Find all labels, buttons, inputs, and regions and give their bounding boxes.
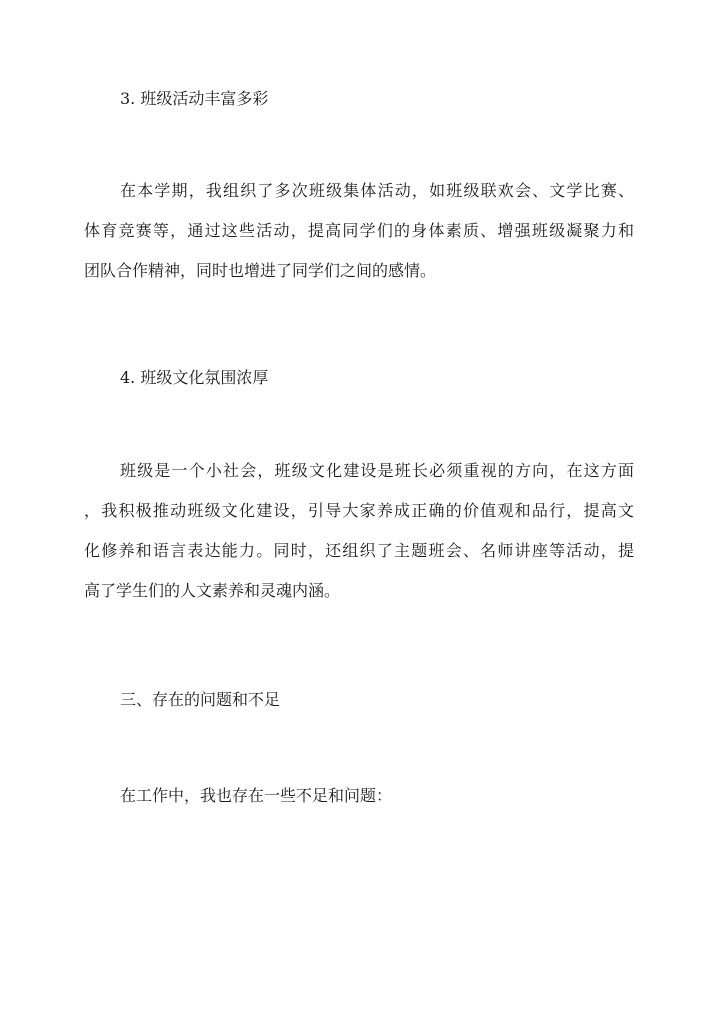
section-heading-problems: 三、存在的问题和不足 (120, 690, 281, 709)
paragraph-line: 在工作中，我也存在一些不足和问题： (120, 786, 393, 805)
paragraph-line: 班级是一个小社会，班级文化建设是班长必须重视的方向，在这方面 (120, 461, 634, 480)
paragraph-line: ，我积极推动班级文化建设，引导大家养成正确的价值观和品行，提高文 (84, 501, 634, 520)
paragraph-line: 体育竞赛等，通过这些活动，提高同学们的身体素质、增强班级凝聚力和 (84, 221, 634, 240)
section-heading-class-culture: 4. 班级文化氛围浓厚 (120, 368, 269, 387)
paragraph-class-culture (84, 461, 634, 621)
paragraph-line: 团队合作精神，同时也增进了同学们之间的感情。 (84, 261, 437, 280)
paragraph-problems (84, 786, 634, 826)
paragraph-line: 在本学期，我组织了多次班级集体活动，如班级联欢会、文学比赛、 (120, 181, 634, 200)
paragraph-class-activities (84, 181, 634, 301)
paragraph-line: 化修养和语言表达能力。同时，还组织了主题班会、名师讲座等活动，提 (84, 541, 634, 560)
section-heading-class-activities: 3. 班级活动丰富多彩 (120, 89, 269, 108)
paragraph-line: 高了学生们的人文素养和灵魂内涵。 (84, 581, 341, 600)
